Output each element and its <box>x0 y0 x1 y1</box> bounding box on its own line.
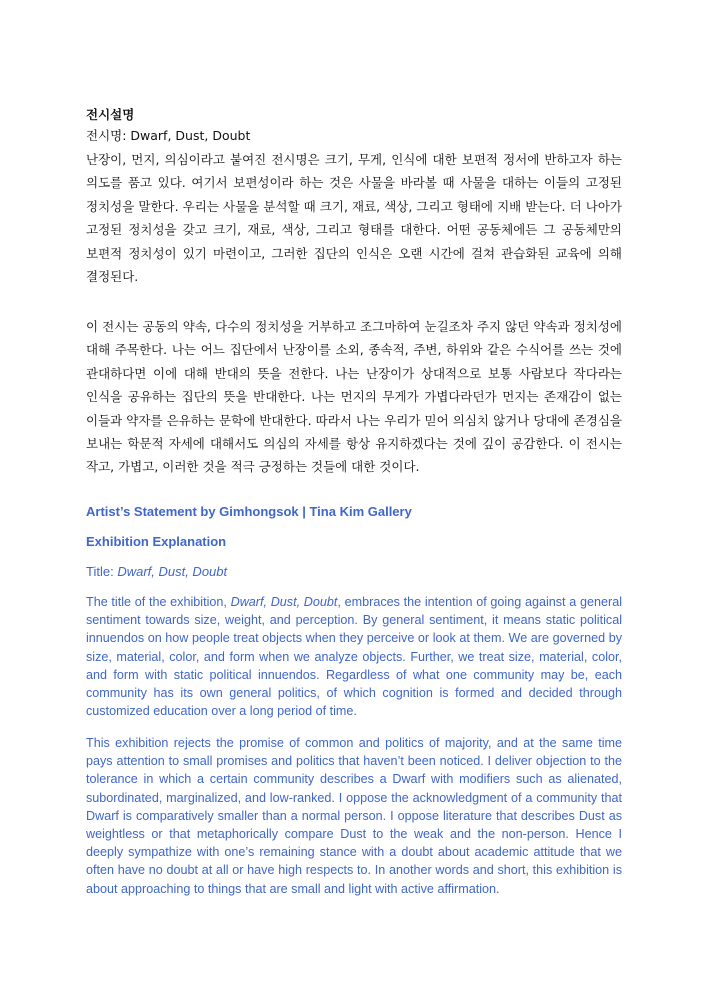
english-paragraph-2: This exhibition rejects the promise of common and politics of majority, and at the same time pays attention to small promises and politics that haven’t been noticed. I deliver objection to the tolerance in which a certain community describes a Dwarf with modifiers such as alienated, subordinated, marginalized, and low-ranked. I oppose the acknowledgment of a community that Dwarf is comparatively smaller than a normal person. I oppose literature that describes Dust as weightless or that metaphorically compare Dust to the weak and the non-person. Hence I deeply sympathize with one’s remaining stance with a doubt about academic attitude that we often have no doubt at all or have high respects to. In another words and short, this exhibition is about approaching to things that are small and light with active affirmation. <box>86 736 622 896</box>
korean-paragraph-2: 이 전시는 공동의 약속, 다수의 정치성을 거부하고 조그마하여 눈길조차 주지 않던 약속과 정치성에 대해 주목한다. 나는 어느 집단에서 난장이를 소외, 종속적, 주변, 하위와 같은 수식어를 쓰는 것에 관대하다면 이에 대해 반대의 뜻을 전한다. 나는 난장이가 상대적으로 보통 사람보다 작다라는 인식을 공유하는 집단의 뜻을 반대한다. 나는 먼지의 무게가 가볍다라던가 먼지는 존재감이 없는 이들과 약자를 은유하는 문학에 반대한다. 따라서 나는 우리가 믿어 의심치 않거나 당대에 존경심을 보내는 학문적 자세에 대해서도 의심의 자세를 항상 유지하겠다는 것에 깊이 공감한다. 이 전시는 작고, 가볍고, 이러한 것을 적극 긍정하는 것들에 대한 것이다. <box>86 319 622 475</box>
p1-title: Dwarf, Dust, Doubt <box>230 595 338 609</box>
title-prefix: Title: <box>86 564 118 579</box>
artist-statement-heading: Artist’s Statement by Gimhongsok | Tina Kim Gallery <box>86 504 412 519</box>
english-paragraph-1 <box>86 593 622 720</box>
title-name: Dwarf, Dust, Doubt <box>117 564 228 579</box>
english-title-line <box>86 563 622 581</box>
korean-paragraph-1: 난장이, 먼지, 의심이라고 붙여진 전시명은 크기, 무게, 인식에 대한 보편적 정서에 반하고자 하는 의도를 품고 있다. 여기서 보편성이라 하는 것은 사물을 바라볼 때 사물을 대하는 이들의 고정된 정치성을 말한다. 우리는 사물을 분석할 때 크기, 재료, 색상, 그리고 형태에 지배 받는다. 더 나아가 고정된 정치성을 갖고 크기, 재료, 색상, 그리고 형태를 대한다. 어떤 공동체에든 그 공동체만의 보편적 정치성이 있기 마련이고, 그러한 집단의 인식은 오랜 시간에 걸쳐 관습화된 교육에 의해 결정된다. <box>86 152 622 285</box>
exhibition-explanation-heading: Exhibition Explanation <box>86 534 227 549</box>
korean-title-line: 전시명: Dwarf, Dust, Doubt <box>86 128 251 143</box>
p1-after: , embraces the intention of going against a general sentiment towards size, weight, and perception. By general sentiment, it means static political innuendos on how people treat objects when they perceive or look at them. We are governed by size, material, color, and form when we analyze objects. Further, we treat size, material, color, and form with static political innuendos. Regardless of what one community may be, each community has its own general politics, of which cognition is formed and decided through customized education over a long period of time. <box>86 595 622 719</box>
korean-heading: 전시설명 <box>86 107 135 122</box>
p1-before: The title of the exhibition, <box>86 595 231 609</box>
